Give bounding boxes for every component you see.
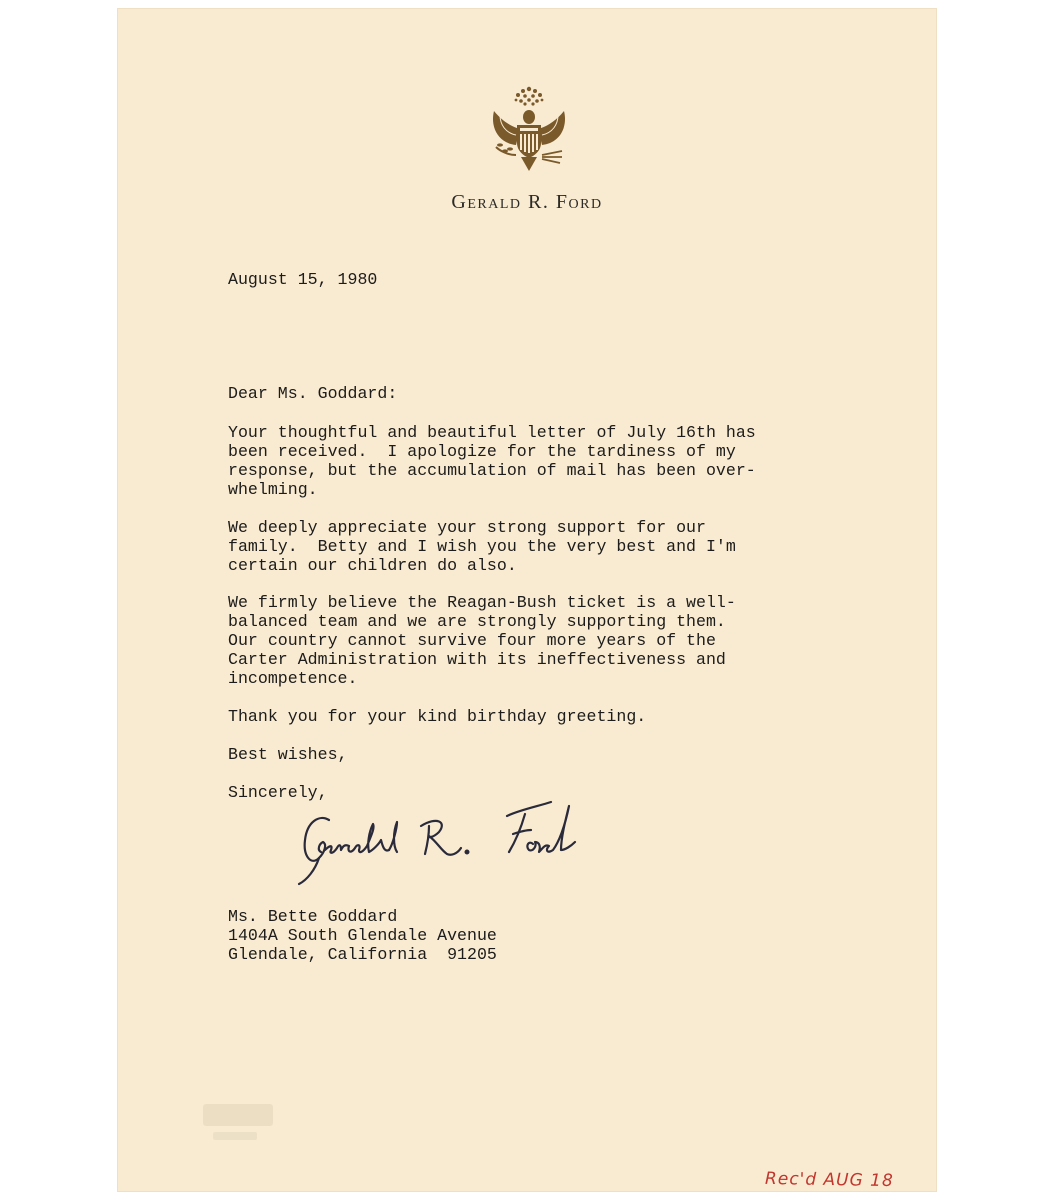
letter-paragraph-4: Thank you for your kind birthday greeting. bbox=[228, 707, 647, 726]
letter-best-wishes: Best wishes, bbox=[228, 745, 348, 764]
letterhead-name-text: Gerald R. Ford bbox=[451, 191, 603, 213]
recipient-city: Glendale, California 91205 bbox=[228, 945, 497, 964]
letter-page bbox=[117, 8, 937, 1192]
received-date-note: Rec'd AUG 18 bbox=[764, 1168, 894, 1192]
presidential-eagle-seal-icon bbox=[486, 81, 572, 177]
letterhead-name bbox=[117, 191, 937, 214]
letter-salutation: Dear Ms. Goddard: bbox=[228, 384, 398, 403]
letter-paragraph-2: We deeply appreciate your strong support for our family. Betty and I wish you the very best and I'm certain our children do also. bbox=[228, 518, 736, 575]
letter-paragraph-3: We firmly believe the Reagan-Bush ticket is a well- balanced team and we are strongly supporting them. Our country cannot survive four more years of the Carter Administration with its ineffectiveness and incompetence. bbox=[228, 593, 736, 688]
recipient-name: Ms. Bette Goddard bbox=[228, 907, 398, 926]
handwritten-signature bbox=[289, 788, 589, 898]
letter-date: August 15, 1980 bbox=[228, 270, 378, 289]
letter-closing: Sincerely, bbox=[228, 783, 328, 802]
faded-stamp-mark-small bbox=[213, 1132, 257, 1140]
letter-paragraph-1: Your thoughtful and beautiful letter of July 16th has been received. I apologize for the tardiness of my response, but the accumulation of mail has been over- whelming. bbox=[228, 423, 756, 499]
recipient-street: 1404A South Glendale Avenue bbox=[228, 926, 497, 945]
faded-stamp-mark bbox=[203, 1104, 273, 1126]
